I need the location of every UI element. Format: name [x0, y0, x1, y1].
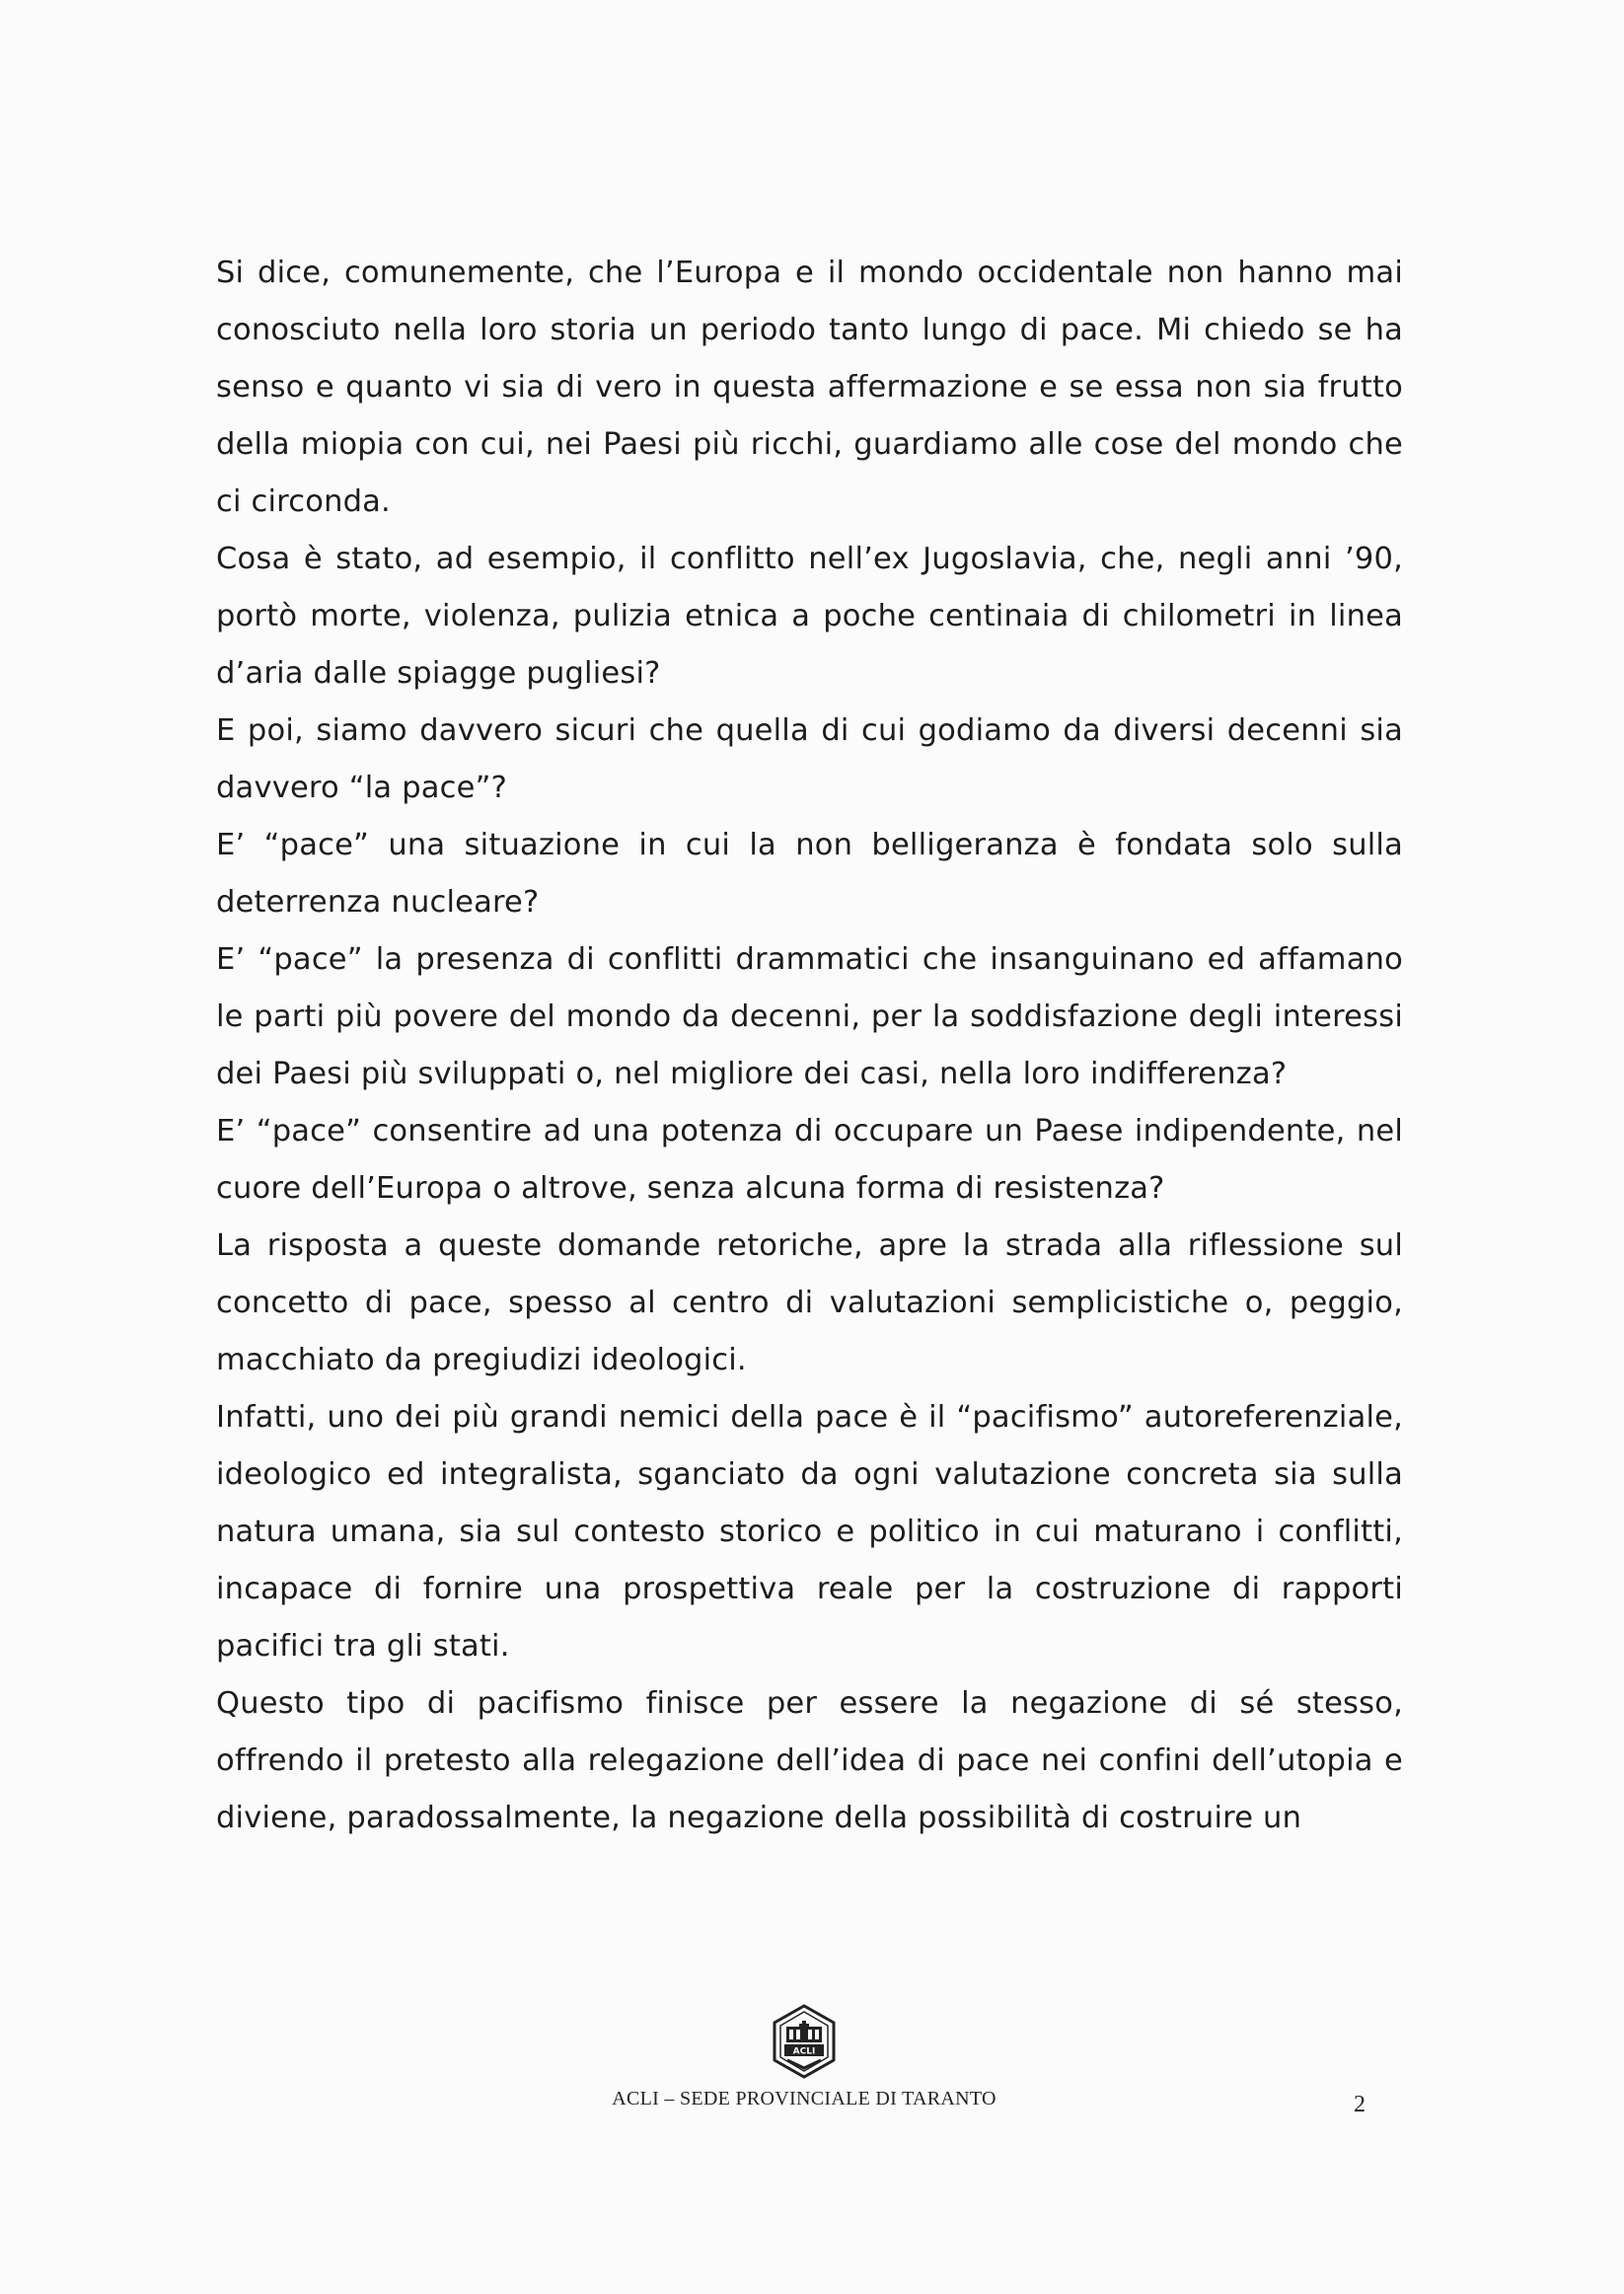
paragraph-7: La risposta a queste domande retoriche, apre la strada alla riflessione sul concetto di pace, spesso al centro di valutazioni semplicistiche o, peggio, macchiato da pregiudizi ideologici. [216, 1228, 1403, 1377]
paragraph-9: Questo tipo di pacifismo finisce per essere la negazione di sé stesso, offrendo il pretesto alla relegazione dell’idea di pace nei confini dell’utopia e diviene, paradossalmente, la negazione della possibilità di costruire un [216, 1686, 1403, 1835]
paragraph-5: E’ “pace” la presenza di conflitti drammatici che insanguinano ed affamano le parti più povere del mondo da decenni, per la soddisfazione degli interessi dei Paesi più sviluppati o, nel migliore dei casi, nella loro indifferenza? [216, 942, 1403, 1091]
document-body [216, 245, 1403, 1847]
paragraph-6: E’ “pace” consentire ad una potenza di occupare un Paese indipendente, nel cuore dell’Europa o altrove, senza alcuna forma di resistenza? [216, 1114, 1403, 1206]
page-footer [0, 1993, 1624, 2151]
logo-text: ACLI [792, 2046, 816, 2057]
paragraph-2: Cosa è stato, ad esempio, il conflitto nell’ex Jugoslavia, che, negli anni ’90, portò morte, violenza, pulizia etnica a poche centinaia di chilometri in linea d’aria dalle spiagge pugliesi? [216, 542, 1403, 691]
paragraph-1: Si dice, comunemente, che l’Europa e il mondo occidentale non hanno mai conosciuto nella loro storia un periodo tanto lungo di pace. Mi chiedo se ha senso e quanto vi sia di vero in questa affermazione e se essa non sia frutto della miopia con cui, nei Paesi più ricchi, guardiamo alle cose del mondo che ci circonda. [216, 256, 1403, 519]
acli-logo-icon [770, 2003, 839, 2080]
page-number: 2 [1354, 2092, 1366, 2117]
paragraph-4: E’ “pace” una situazione in cui la non belligeranza è fondata solo sulla deterrenza nucleare? [216, 828, 1403, 920]
paragraph-3: E poi, siamo davvero sicuri che quella di cui godiamo da diversi decenni sia davvero “la pace”? [216, 713, 1403, 805]
paragraph-8: Infatti, uno dei più grandi nemici della pace è il “pacifismo” autoreferenziale, ideologico ed integralista, sganciato da ogni valutazione concreta sia sulla natura umana, sia sul contesto storico e politico in cui maturano i conflitti, incapace di fornire una prospettiva reale per la costruzione di rapporti pacifici tra gli stati. [216, 1400, 1403, 1664]
footer-organization: ACLI – SEDE PROVINCIALE DI TARANTO [612, 2088, 997, 2109]
